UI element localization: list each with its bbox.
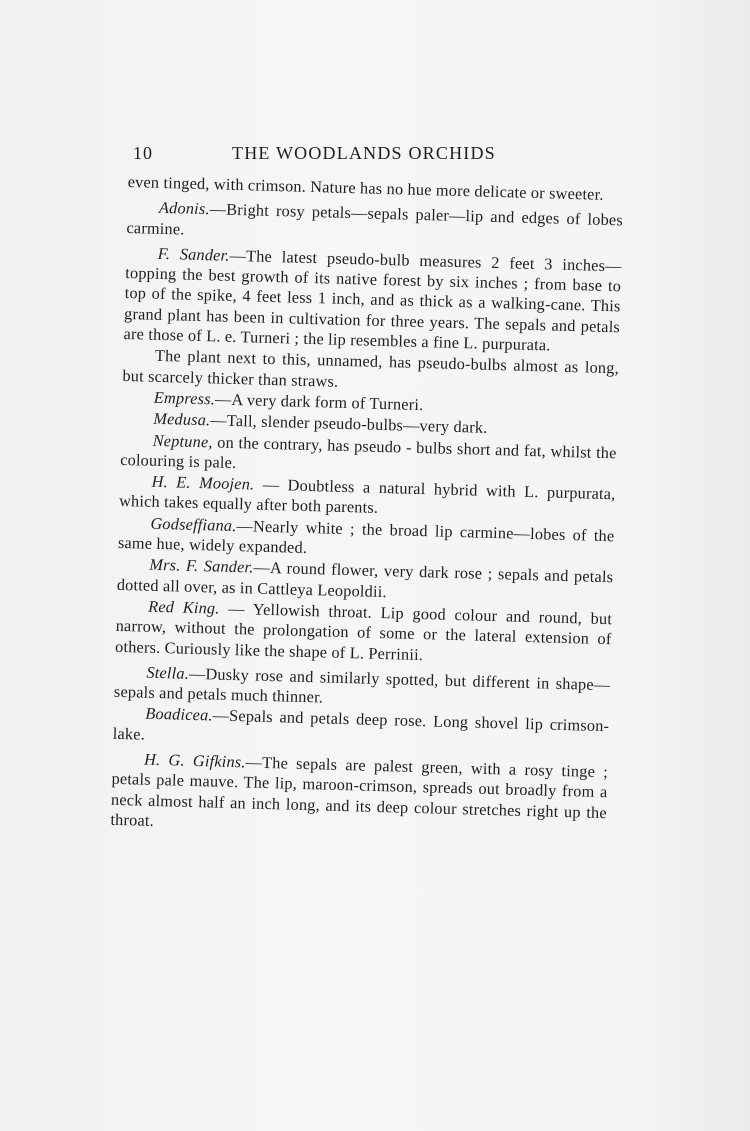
- variety-description: —A round flower, very dark rose ; sepals and petals dotted all over, as in Cattleya Leopoldii.: [116, 557, 614, 601]
- variety-name: Stella.: [146, 662, 190, 683]
- running-title: THE WOODLANDS ORCHIDS: [232, 143, 496, 163]
- variety-description: —The sepals are palest green, with a rosy tinge ; petals pale mauve. The lip, maroon-crimson, spreads out broadly from a neck almost half an inch long, and its deep colour stretches right up the throat.: [110, 752, 609, 830]
- variety-description: on the contrary, has pseudo - bulbs short and fat, whilst the colouring is pale.: [119, 431, 617, 472]
- variety-description: —The latest pseudo-bulb measures 2 feet 3 inches—topping the best growth of its native forest by six inches ; from base to top of the spike, 4 feet less 1 inch, and as thick as a walking-cane. This grand plant has been in cultivation for three years. The sepals and petals are those of L. e. Turneri ; the lip resembles a fine L. purpurata.: [123, 245, 622, 355]
- entry-h-g-gifkins: [110, 749, 608, 844]
- variety-description: —Sepals and petals deep rose. Long shovel lip crimson-lake.: [112, 705, 610, 744]
- variety-description: —Dusky rose and similarly spotted, but different in shape—sepals and petals much thinner.: [113, 663, 611, 707]
- variety-description: —A very dark form of Turneri.: [214, 389, 424, 415]
- variety-name: Medusa.: [153, 409, 211, 430]
- variety-name: Neptune,: [152, 430, 213, 451]
- variety-name: H. E. Moojen.: [151, 471, 255, 494]
- variety-name: F. Sander.: [157, 243, 230, 265]
- variety-name: Mrs. F. Sander.: [149, 555, 254, 577]
- variety-description: — Doubtless a natural hybrid with L. purpurata, which takes equally after both parents.: [118, 474, 616, 518]
- variety-name: Adonis.: [158, 198, 210, 219]
- paragraph-text: even tinged, with crimson. Nature has no hue more delicate or sweeter.: [127, 172, 604, 204]
- body-text: [110, 172, 624, 844]
- variety-description: —Bright rosy petals—sepals paler—lip and edges of lobes carmine.: [126, 199, 624, 239]
- paragraph-text: The plant next to this, unnamed, has pseudo-bulbs almost as long, but scarcely thicker than straws.: [122, 346, 620, 391]
- variety-name: Godseffiana.: [150, 513, 237, 535]
- variety-name: Empress.: [153, 387, 216, 409]
- variety-name: Red King.: [148, 596, 220, 618]
- variety-description: — Yellowish throat. Lip good colour and round, but narrow, without the prolongation of some or the lateral extension of others. Curiously like the shape of L. Perrinii.: [114, 598, 613, 664]
- variety-description: —Nearly white ; the broad lip carmine—lobes of the same hue, widely expanded.: [117, 515, 615, 558]
- variety-description: —Tall, slender pseudo-bulbs—very dark.: [210, 410, 488, 438]
- variety-name: H. G. Gifkins.: [143, 749, 246, 772]
- variety-name: Boadicea.: [145, 704, 213, 725]
- entry-f-sander: [123, 243, 622, 358]
- running-head: [133, 143, 593, 169]
- page-number: 10: [133, 143, 153, 163]
